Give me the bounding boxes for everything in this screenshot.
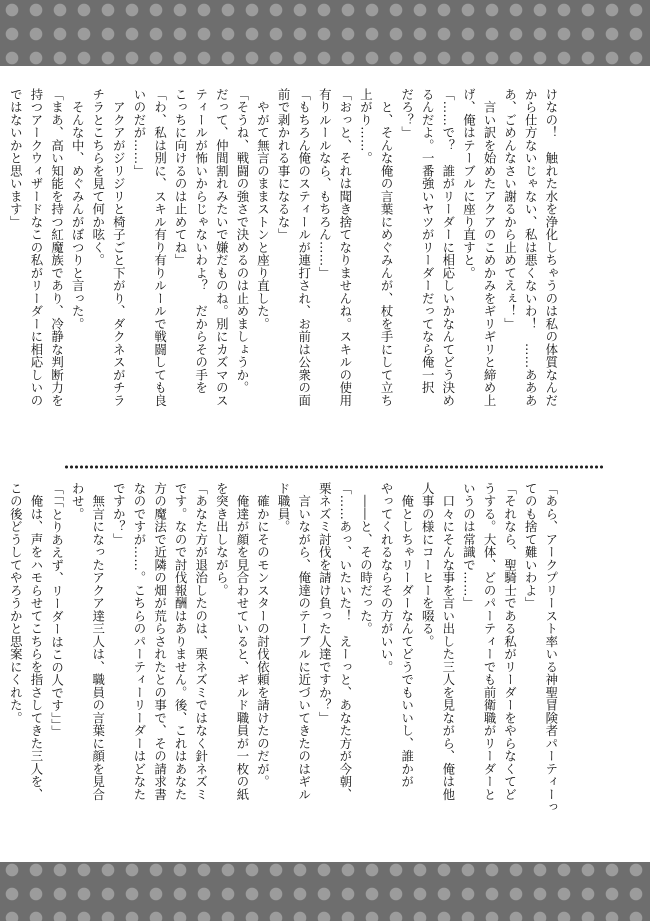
- text-line: 「おっと、それは聞き捨てなりませんね。スキルの使用: [337, 88, 353, 407]
- text-line: けなの！ 触れた水を浄化しちゃうのは私の体質なんだ: [543, 88, 559, 407]
- text-line: てのも捨て難いわよ」: [523, 482, 539, 610]
- lower-lines: [5, 482, 561, 842]
- text-line: 「「「とりあえず、リーダーはこの人です」」」: [49, 482, 65, 738]
- text-line: ド職員。: [276, 482, 292, 533]
- text-line: だって、仲間割れみたいで嫌だものね。別にカズマのス: [214, 88, 230, 407]
- text-line: 確かにそのモンスターの討伐依頼を請けたのだが。: [255, 482, 271, 788]
- bottom-pattern-band: [0, 862, 650, 921]
- text-line: ――と、その時だった。: [358, 482, 374, 635]
- text-line: と、そんな俺の言葉にめぐみんが、杖を手にして立ち: [379, 88, 395, 407]
- text-line: アクアがジリジリと椅子ごと下がり、ダクネスがチラ: [111, 88, 127, 407]
- text-line: なのですが……。こちらのパーティーリーダーはどなた: [131, 482, 147, 801]
- text-line: 前で剥かれる事になるな」: [276, 88, 292, 241]
- novel-page: [8, 78, 604, 862]
- text-line: ですか？」: [111, 482, 127, 546]
- text-line: 「……で？ 誰がリーダーに相応しいかなんてどう決め: [440, 88, 456, 407]
- text-line: 無言になったアクア達三人は、職員の言葉に顔を見合: [90, 482, 106, 801]
- text-line: です。なので討伐報酬はありません。後、これはあなた: [173, 482, 189, 801]
- text-line: 上がり……。: [358, 88, 374, 165]
- text-line: 言い訳を始めたアクアのこめかみをギリギリと締め上: [482, 88, 498, 407]
- text-line: 方の魔法で近隣の畑が荒らされたとの事で、その請求書: [152, 482, 168, 801]
- lower-text-block: [0, 482, 602, 842]
- text-line: げ、俺はテーブルに座り直すと。: [461, 88, 477, 280]
- text-line: を突き出しながら。: [214, 482, 230, 597]
- text-line: 人事の様にコーヒーを啜る。: [420, 482, 436, 648]
- text-line: 俺としちゃリーダーなんてどうでもいいし、誰かが: [399, 482, 415, 788]
- text-line: うする。大体、どのパーティーでも前衛職がリーダーと: [482, 482, 498, 801]
- text-line: この後どうしてやろうかと思案にくれた。: [8, 482, 24, 725]
- text-line: るんだよ。一番強いヤツがリーダーだってなら俺一択: [420, 88, 436, 394]
- text-line: やがて無言のままストンと座り直した。: [255, 88, 271, 331]
- text-line: わせ。: [70, 482, 86, 521]
- text-line: だろ？」: [399, 88, 415, 139]
- text-line: 口々にそんな事を言い出した三人を見ながら、俺は他: [440, 482, 456, 801]
- text-line: 「それなら、聖騎士である私がリーダーをやらなくてど: [502, 482, 518, 801]
- text-line: チラとこちらを見て何か呟く。: [90, 88, 106, 267]
- upper-lines: [5, 88, 561, 444]
- text-line: 俺は、声をハモらせてこちらを指さしてきた三人を、: [28, 482, 44, 801]
- text-line: やってくれるならその方がいい。: [379, 482, 395, 674]
- text-line: 「わ、私は別に、スキル有り有りルールで戦闘しても良: [152, 88, 168, 407]
- text-line: から仕方ないじゃない、私は悪くないわ！ ……あああ: [523, 88, 539, 407]
- text-line: あ、ごめんなさい謝るから止めてえぇ！」: [502, 88, 518, 331]
- text-line: 持つアークウィザードなこの私がリーダーに相応しいの: [28, 88, 44, 407]
- dotted-scene-divider: [64, 465, 604, 469]
- text-line: 言いながら、俺達のテーブルに近づいてきたのはギル: [296, 482, 312, 801]
- upper-text-block: [0, 88, 602, 444]
- text-line: いうのは常識で……」: [461, 482, 477, 610]
- text-line: 「あら、アークプリースト率いる神聖冒険者パーティーっ: [543, 482, 559, 814]
- text-line: そんな中、めぐみんがぼつりと言った。: [70, 88, 86, 331]
- top-pattern-band: [0, 0, 650, 66]
- text-line: ではないかと思います」: [8, 88, 24, 229]
- text-line: 俺達が顔を見合わせていると、ギルド職員が一枚の紙: [234, 482, 250, 801]
- text-line: いのだが……」: [131, 88, 147, 178]
- text-line: 栗ネズミ討伐を請け負った人達ですか？」: [317, 482, 333, 725]
- text-line: 「そうね、戦闘の強さで決めるのは止めましょうか。: [234, 88, 250, 394]
- text-line: 「あなた方が退治したのは、栗ネズミではなく針ネズミ: [193, 482, 209, 801]
- text-line: ティールが怖いからじゃないわよ？ だからその手を: [193, 88, 209, 394]
- text-line: 有りルールなら、もちろん……」: [317, 88, 333, 280]
- text-line: こっちに向けるのは止めてね」: [173, 88, 189, 267]
- text-line: 「もちろん俺のスティールが連打され、お前は公衆の面: [296, 88, 312, 407]
- text-line: 「……あっ、いたいた！ えーっと、あなた方が今朝、: [337, 482, 353, 801]
- text-line: 「まあ、高い知能を持つ紅魔族であり、冷静な判断力を: [49, 88, 65, 407]
